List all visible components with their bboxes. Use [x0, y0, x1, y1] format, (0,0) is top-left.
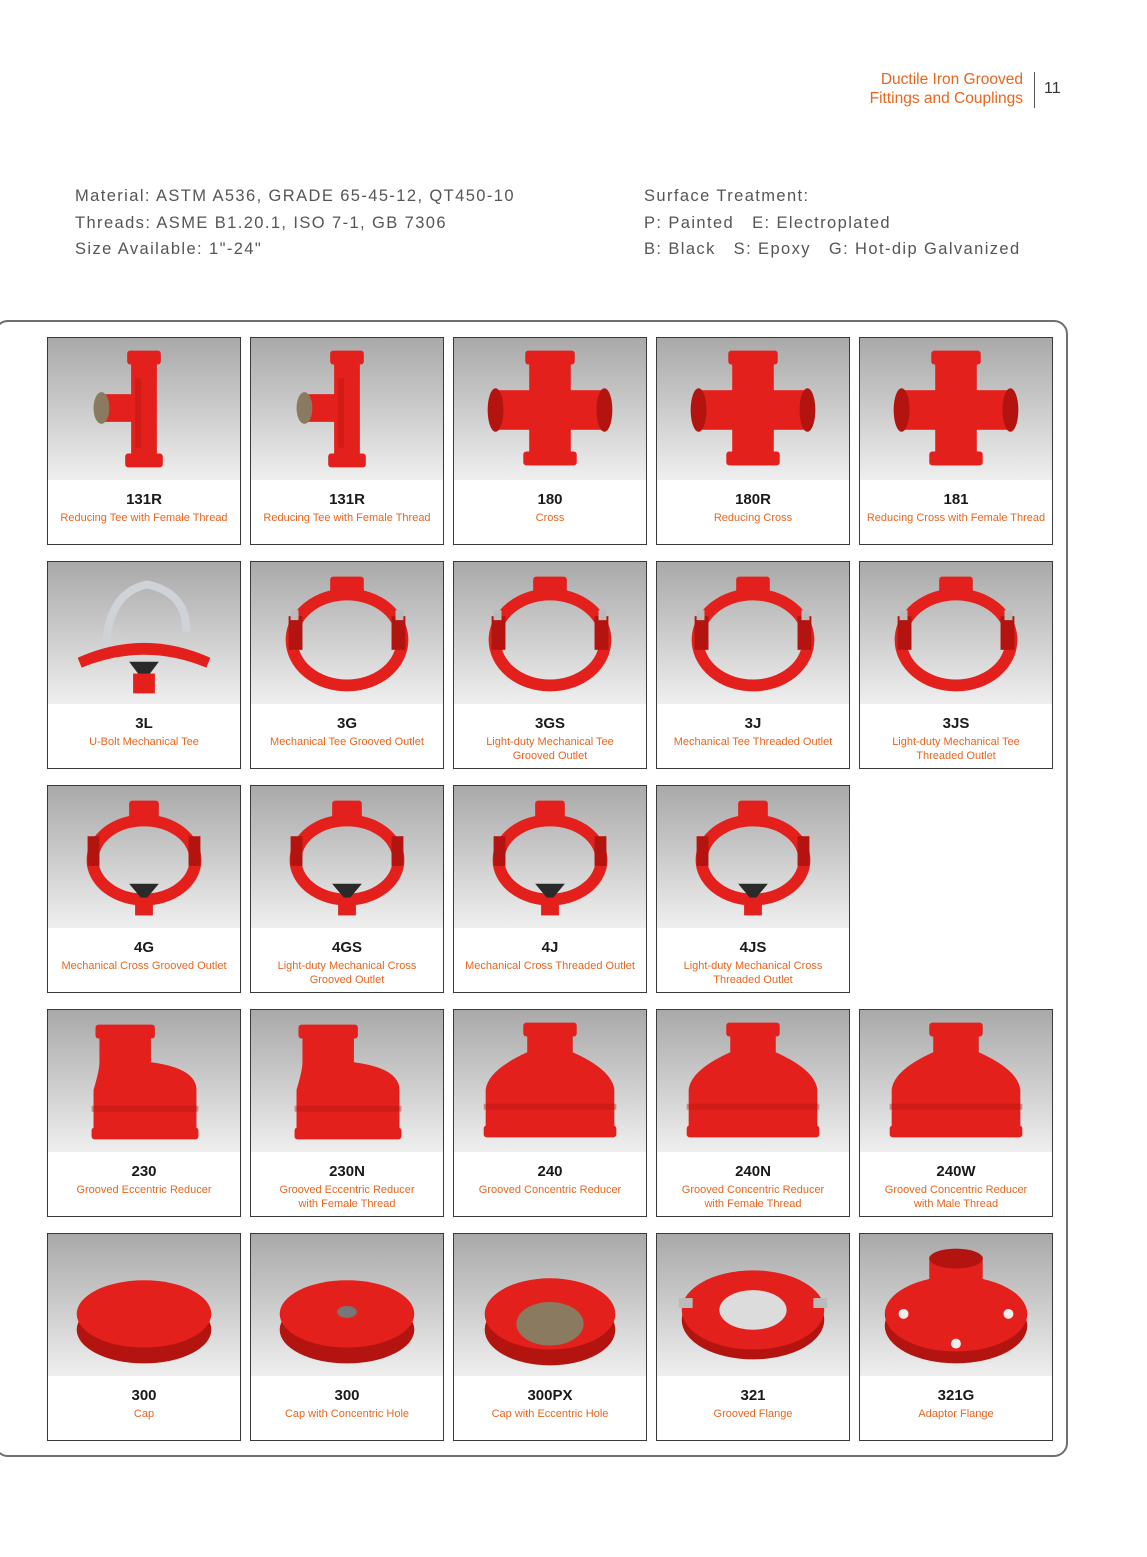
product-description-line2: with Male Thread	[913, 1198, 999, 1210]
reducing-tee-icon	[251, 338, 443, 480]
product-code: 180R	[735, 491, 771, 508]
product-description-line2: Grooved Outlet	[512, 750, 588, 762]
cross-icon	[860, 338, 1052, 480]
product-description-line1: Reducing Tee with Female Thread	[263, 512, 431, 524]
product-photo	[657, 562, 849, 704]
adaptor-flange-icon	[860, 1234, 1052, 1376]
product-code: 300PX	[527, 1387, 573, 1404]
product-description	[456, 1407, 644, 1421]
product-card-3gs	[453, 561, 647, 769]
concentric-reducer-icon	[860, 1010, 1052, 1152]
product-description	[456, 1183, 644, 1197]
threads-spec: Threads: ASME B1.20.1, ISO 7-1, GB 7306	[75, 213, 447, 232]
product-description	[50, 735, 238, 749]
product-code: 240	[537, 1163, 563, 1180]
surface-treatment-specs	[644, 183, 1021, 263]
product-card-3js	[859, 561, 1053, 769]
product-card-4gs	[250, 785, 444, 993]
product-photo	[454, 1234, 646, 1376]
product-photo	[48, 1234, 240, 1376]
product-code: 4JS	[739, 939, 767, 956]
product-photo	[251, 1010, 443, 1152]
surface-treatment-title: Surface Treatment:	[644, 187, 810, 205]
mechanical-cross-icon	[251, 786, 443, 928]
product-code: 300	[334, 1387, 360, 1404]
product-code: 3G	[336, 715, 357, 732]
cross-icon	[454, 338, 646, 480]
product-description	[659, 959, 847, 987]
product-photo	[860, 1010, 1052, 1152]
product-description	[50, 959, 238, 973]
product-description-line1: Mechanical Tee Grooved Outlet	[270, 736, 424, 748]
product-description-line1: Adaptor Flange	[918, 1408, 994, 1420]
product-photo	[454, 786, 646, 928]
product-description-line1: Grooved Eccentric Reducer	[76, 1184, 212, 1196]
product-photo	[860, 1234, 1052, 1376]
surface-treatment-line1: P: Painted E: Electroplated	[644, 213, 891, 232]
product-description	[253, 1183, 441, 1211]
product-photo	[860, 338, 1052, 480]
product-card-4j	[453, 785, 647, 993]
product-description-line1: Cap with Concentric Hole	[284, 1408, 410, 1420]
product-photo	[48, 338, 240, 480]
product-description	[253, 959, 441, 987]
product-description-line1: Reducing Tee with Female Thread	[60, 512, 228, 524]
product-description-line2: Threaded Outlet	[916, 750, 996, 762]
mechanical-tee-icon	[657, 562, 849, 704]
product-description-line1: Grooved Concentric Reducer	[884, 1184, 1028, 1196]
product-description	[50, 1407, 238, 1421]
product-description-line1: Grooved Concentric Reducer	[681, 1184, 825, 1196]
product-card-181	[859, 337, 1053, 545]
page-header	[870, 70, 1023, 108]
product-code: 4GS	[331, 939, 362, 956]
material-specs	[75, 183, 515, 263]
product-description-line1: Light-duty Mechanical Cross	[683, 960, 823, 972]
ubolt-tee-icon	[48, 562, 240, 704]
product-description	[862, 735, 1050, 763]
product-card-230	[47, 1009, 241, 1217]
product-card-3j	[656, 561, 850, 769]
product-card-3g	[250, 561, 444, 769]
product-description-line2: Threaded Outlet	[713, 974, 793, 986]
mechanical-cross-icon	[657, 786, 849, 928]
product-description-line1: Cap	[133, 1408, 155, 1420]
product-description	[253, 1407, 441, 1421]
product-photo	[657, 338, 849, 480]
product-description-line2: with Female Thread	[704, 1198, 802, 1210]
mechanical-tee-icon	[860, 562, 1052, 704]
product-description-line1: U-Bolt Mechanical Tee	[89, 736, 199, 748]
product-card-180r	[656, 337, 850, 545]
cap-eccentric-hole-icon	[454, 1234, 646, 1376]
product-photo	[251, 786, 443, 928]
product-description	[862, 511, 1050, 525]
product-photo	[251, 562, 443, 704]
product-description	[50, 1183, 238, 1197]
header-title-line1: Ductile Iron Grooved	[880, 71, 1023, 88]
material-spec: Material: ASTM A536, GRADE 65-45-12, QT450-10	[75, 187, 515, 205]
product-code: 321	[740, 1387, 766, 1404]
mechanical-tee-icon	[251, 562, 443, 704]
product-description-line1: Grooved Eccentric Reducer	[279, 1184, 415, 1196]
product-photo	[251, 1234, 443, 1376]
product-description-line2: with Female Thread	[298, 1198, 396, 1210]
product-description-line1: Mechanical Cross Threaded Outlet	[465, 960, 635, 972]
flange-icon	[657, 1234, 849, 1376]
product-code: 230	[131, 1163, 157, 1180]
product-card-230n	[250, 1009, 444, 1217]
product-description	[456, 735, 644, 763]
eccentric-reducer-icon	[251, 1010, 443, 1152]
product-description-line1: Grooved Concentric Reducer	[478, 1184, 622, 1196]
product-description	[659, 1407, 847, 1421]
product-description-line1: Light-duty Mechanical Cross	[277, 960, 417, 972]
product-code: 321G	[937, 1387, 975, 1404]
concentric-reducer-icon	[657, 1010, 849, 1152]
product-photo	[251, 338, 443, 480]
product-photo	[454, 562, 646, 704]
product-code: 131R	[329, 491, 365, 508]
product-photo	[454, 338, 646, 480]
product-card-131r	[47, 337, 241, 545]
product-description	[862, 1183, 1050, 1211]
product-description-line1: Mechanical Cross Grooved Outlet	[61, 960, 227, 972]
mechanical-cross-icon	[454, 786, 646, 928]
product-description	[659, 735, 847, 749]
product-description	[456, 959, 644, 973]
product-description-line1: Grooved Flange	[713, 1408, 793, 1420]
product-code: 181	[943, 491, 969, 508]
product-description	[659, 511, 847, 525]
product-card-131r	[250, 337, 444, 545]
product-photo	[860, 562, 1052, 704]
product-description	[456, 511, 644, 525]
size-spec: Size Available: 1"-24"	[75, 240, 263, 258]
product-code: 4G	[133, 939, 154, 956]
product-description-line1: Cap with Eccentric Hole	[491, 1408, 609, 1420]
product-description-line2: Grooved Outlet	[309, 974, 385, 986]
product-description-line1: Cross	[535, 512, 565, 524]
product-card-240w	[859, 1009, 1053, 1217]
product-code: 4J	[541, 939, 559, 956]
product-code: 3JS	[942, 715, 970, 732]
product-description	[253, 735, 441, 749]
product-description	[253, 511, 441, 525]
product-card-300	[47, 1233, 241, 1441]
product-card-300px	[453, 1233, 647, 1441]
product-photo	[48, 562, 240, 704]
product-photo	[657, 1234, 849, 1376]
product-code: 3GS	[534, 715, 565, 732]
concentric-reducer-icon	[454, 1010, 646, 1152]
product-photo	[657, 786, 849, 928]
product-description	[862, 1407, 1050, 1421]
cap-icon	[48, 1234, 240, 1376]
header-title-line2: Fittings and Couplings	[869, 90, 1023, 107]
product-code: 3L	[135, 715, 153, 732]
product-code: 240N	[735, 1163, 771, 1180]
product-photo	[454, 1010, 646, 1152]
product-photo	[48, 786, 240, 928]
product-code: 230N	[329, 1163, 365, 1180]
product-description-line1: Reducing Cross	[713, 512, 793, 524]
surface-treatment-line2: B: Black S: Epoxy G: Hot-dip Galvanized	[644, 240, 1021, 258]
mechanical-cross-icon	[48, 786, 240, 928]
product-card-3l	[47, 561, 241, 769]
product-photo	[48, 1010, 240, 1152]
header-divider	[1034, 72, 1035, 108]
product-card-321	[656, 1233, 850, 1441]
product-photo	[657, 1010, 849, 1152]
product-description-line1: Light-duty Mechanical Tee	[892, 736, 1020, 748]
product-code: 240W	[936, 1163, 976, 1180]
product-description	[659, 1183, 847, 1211]
product-code: 180	[537, 491, 563, 508]
mechanical-tee-icon	[454, 562, 646, 704]
product-description-line1: Reducing Cross with Female Thread	[866, 512, 1046, 524]
product-card-321g	[859, 1233, 1053, 1441]
product-card-240n	[656, 1009, 850, 1217]
product-description-line1: Mechanical Tee Threaded Outlet	[673, 736, 833, 748]
product-card-300	[250, 1233, 444, 1441]
cross-icon	[657, 338, 849, 480]
eccentric-reducer-icon	[48, 1010, 240, 1152]
product-code: 131R	[126, 491, 162, 508]
product-card-240	[453, 1009, 647, 1217]
page-number: 11	[1044, 80, 1061, 97]
product-code: 300	[131, 1387, 157, 1404]
reducing-tee-icon	[48, 338, 240, 480]
cap-hole-icon	[251, 1234, 443, 1376]
product-description-line1: Light-duty Mechanical Tee	[486, 736, 614, 748]
product-code: 3J	[744, 715, 762, 732]
product-card-4g	[47, 785, 241, 993]
product-card-180	[453, 337, 647, 545]
product-card-4js	[656, 785, 850, 993]
product-description	[50, 511, 238, 525]
